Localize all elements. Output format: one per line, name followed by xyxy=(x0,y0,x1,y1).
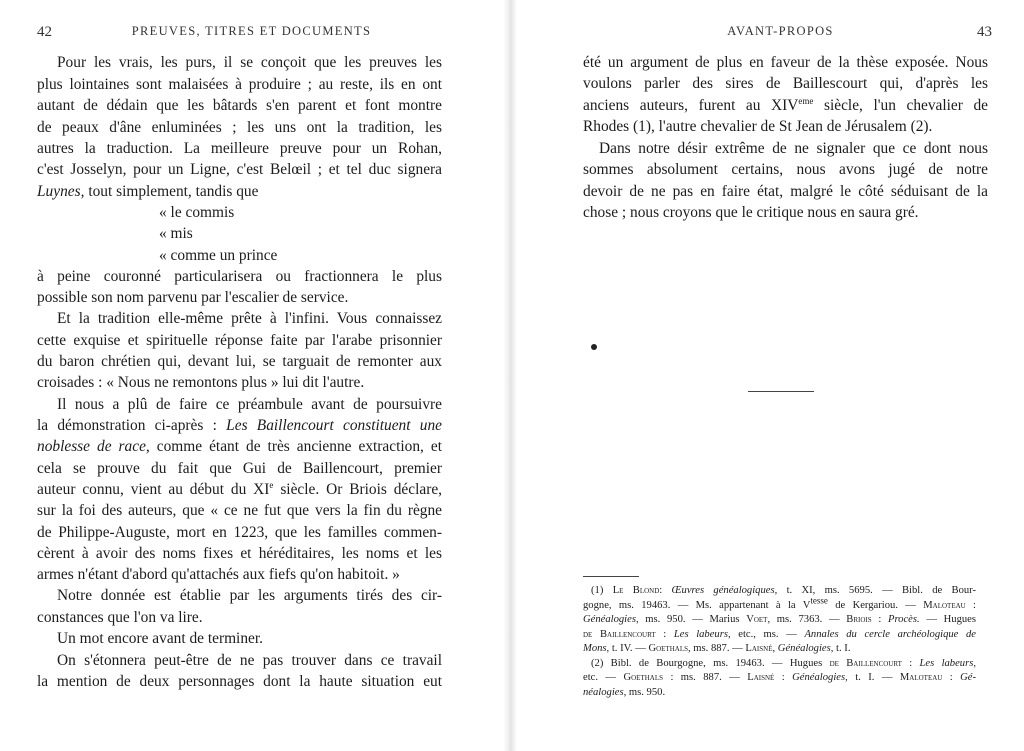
quote-line: « mis xyxy=(159,225,193,242)
footnote-text: : xyxy=(655,629,667,640)
text-line: Pour les vrais, les purs, il se conçoit que les preuves les xyxy=(57,54,442,71)
footnote-superscript: tesse xyxy=(810,595,828,606)
footnote-text: : xyxy=(901,658,913,669)
footnote-title: Annales du cercle archéologique de xyxy=(804,629,977,640)
text-line xyxy=(37,182,442,202)
right-running-head: AVANT-PROPOS xyxy=(727,24,834,38)
text-line: autant de dédain que les bâtards s'en parent et font montre xyxy=(37,97,442,114)
footnote-text: : xyxy=(965,600,976,611)
text-line: On s'étonnera peut-être de ne pas trouver dans ce travail xyxy=(57,652,442,669)
text-line: été un argument de plus en faveur de la thèse exposée. Nous xyxy=(583,54,988,71)
text-line: Dans notre désir extrême de ne signaler que ce dont nous xyxy=(599,140,988,157)
text-fragment: auteur connu, vient au début du XI xyxy=(37,481,270,498)
text-line: Rhodes (1), l'autre chevalier de St Jean de Jérusalem (2). xyxy=(583,118,933,135)
section-divider xyxy=(748,391,814,392)
footnote-text: t. XI, ms. 5695. — Bibl. de Bour- xyxy=(777,585,977,596)
footnote-title: Procès. xyxy=(887,614,920,625)
text-line: cette exquise et spirituelle réponse faite par l'arabe prisonnier xyxy=(37,332,442,349)
footnote-text: t. IV. — xyxy=(609,643,646,654)
superscript: eme xyxy=(798,95,814,106)
text-line xyxy=(583,96,988,116)
quote-line: « le commis xyxy=(159,204,235,221)
footnote-text: , ms. 7363. — xyxy=(767,614,840,625)
text-line xyxy=(37,480,442,500)
footnote-text: — Hugues xyxy=(919,614,976,625)
text-line: constances que l'on va lire. xyxy=(37,609,203,626)
footnote-text: gogne, ms. 19463. — Ms. appartenant à la V xyxy=(583,600,811,611)
text-line: armes n'étant d'abord qu'attachés aux fiefs qu'on habitoit. » xyxy=(37,566,400,583)
footnote-title: Généalogies, xyxy=(792,672,848,683)
footnote-author: de Baillencourt xyxy=(583,629,656,640)
right-page-number: 43 xyxy=(977,24,992,40)
text-line: Notre donnée est établie par les arguments tirés des cir- xyxy=(57,587,442,604)
footnote-text: : xyxy=(774,672,785,683)
footnote-author: de Baillencourt xyxy=(829,658,902,669)
text-line: la mention de deux personnages dont la haute situation eut xyxy=(37,673,442,690)
footnote-text: de Kergariou. — xyxy=(827,600,916,611)
text-line: de Philippe-Auguste, mort en 1223, que les familles commen- xyxy=(37,524,442,541)
footnote-line xyxy=(591,584,976,599)
footnote-text: ms. 950. xyxy=(626,687,666,698)
text-fragment: tout simplement, tandis que xyxy=(88,183,259,200)
text-line: à peine couronné particularisera ou fractionnera le plus xyxy=(37,268,442,285)
footnote-text: etc., ms. — xyxy=(730,629,797,640)
footnote-text: : xyxy=(871,614,882,625)
right-page xyxy=(517,0,1024,751)
text-line: c'est Josselyn, pour un Ligne, c'est Belœil ; et tel duc signera xyxy=(37,161,442,178)
footnote-line xyxy=(583,613,976,628)
footnote-line xyxy=(591,657,976,672)
footnote-author: Le Blond xyxy=(612,585,660,596)
text-fragment: anciens auteurs, furent au XIV xyxy=(583,97,799,114)
text-line: plus lointaines sont malaisées à produire ; au reste, ils en ont xyxy=(37,76,442,93)
text-line: voulons parler des sires de Baillescourt qui, d'après les xyxy=(583,75,988,92)
text-line: autres la traduction. La meilleure preuve pour un Rohan, xyxy=(37,140,442,157)
footnote-text: : xyxy=(659,585,672,596)
book-gutter xyxy=(503,0,517,751)
footnote-title: néalogies, xyxy=(583,687,627,698)
footnote-marker: (1) xyxy=(591,585,604,596)
text-line: Il nous a plû de faire ce préambule avant de poursuivre xyxy=(57,396,442,413)
footnote-text: t. I. — xyxy=(847,672,893,683)
ink-dot xyxy=(591,344,597,350)
footnote-author: Briois xyxy=(846,614,872,625)
text-fragment: siècle. Or Briois déclare, xyxy=(280,481,443,498)
italic-fragment: Les Baillencourt constituent une xyxy=(226,417,443,434)
text-line: Et la tradition elle-même prête à l'infini. Vous connaissez xyxy=(57,310,442,327)
left-page-number: 42 xyxy=(37,24,52,40)
text-line: chose ; nous croyons que le critique nous en saura gré. xyxy=(583,204,919,221)
footnote-author: Goethals xyxy=(648,643,688,654)
text-line: possible son nom parvenu par l'escalier de service. xyxy=(37,289,349,306)
footnote-author: Maloteau xyxy=(899,672,943,683)
text-fragment: la démonstration ci-après : xyxy=(37,417,217,434)
superscript: e xyxy=(269,479,274,490)
footnote-author: Maloteau xyxy=(923,600,966,611)
left-page xyxy=(0,0,503,751)
text-line: sommes absolument certains, nous avons jugé de notre xyxy=(583,161,988,178)
footnote-title: Généalogies, xyxy=(777,643,834,654)
text-line xyxy=(37,437,442,457)
footnote-title: Les labeurs, xyxy=(919,658,976,669)
text-line: cela se prouve du fait que Gui de Baillencourt, premier xyxy=(37,460,442,477)
text-line: croisades : « Nous ne remontons plus » lui dit l'autre. xyxy=(37,374,365,391)
footnote-text: ms. 950. — Marius xyxy=(638,614,740,625)
footnote-line xyxy=(583,595,976,614)
footnote-line xyxy=(583,642,976,657)
footnote-title: Mons, xyxy=(583,643,610,654)
text-line: sur la foi des auteurs, que « ce ne fut que vers la fin du règne xyxy=(37,502,442,519)
text-line: cèrent à avoir des noms fixes et héréditaires, les noms et les xyxy=(37,545,442,562)
footnote-title: Œuvres généalogiques, xyxy=(671,585,778,596)
footnote-title: Généalogies, xyxy=(583,614,639,625)
text-line: de peaux d'âne enluminées ; les uns ont la tradition, les xyxy=(37,119,442,136)
italic-luynes: Luynes, xyxy=(37,183,85,200)
footnote-text: : xyxy=(942,672,953,683)
text-fragment: comme étant de très ancienne extraction, et xyxy=(156,438,442,455)
footnote-line xyxy=(583,686,976,701)
footnote-line xyxy=(583,628,976,643)
text-fragment: siècle, l'un chevalier de xyxy=(824,97,988,114)
text-line: devoir de ne pas en faire état, malgré le côté séduisant de la xyxy=(583,183,988,200)
footnote-author: Goethals xyxy=(623,672,664,683)
text-line xyxy=(37,416,442,436)
footnote-text: etc. — xyxy=(583,672,617,683)
footnote-title: Gé- xyxy=(960,672,977,683)
footnote-author: Laisné xyxy=(747,672,775,683)
footnote-line xyxy=(583,671,976,686)
footnote-text: (2) Bibl. de Bourgogne, ms. 19463. — Hugues xyxy=(591,658,823,669)
text-line: Un mot encore avant de terminer. xyxy=(57,630,263,647)
footnote-author: Voet xyxy=(746,614,768,625)
footnote-text: t. I. xyxy=(833,643,851,654)
footnote-text: , ms. 887. — xyxy=(688,643,743,654)
footnote-text: : ms. 887. — xyxy=(663,672,740,683)
italic-fragment: noblesse de race, xyxy=(37,438,150,455)
quote-line: « comme un prince xyxy=(159,247,278,264)
footnote-author: Laisné, xyxy=(745,643,776,654)
text-line: du baron chrétien qui, devant lui, se targuait de remonter aux xyxy=(37,353,442,370)
left-running-head: PREUVES, TITRES ET DOCUMENTS xyxy=(131,24,372,38)
footnote-title: Les labeurs, xyxy=(673,629,731,640)
footnote-rule xyxy=(583,576,639,577)
